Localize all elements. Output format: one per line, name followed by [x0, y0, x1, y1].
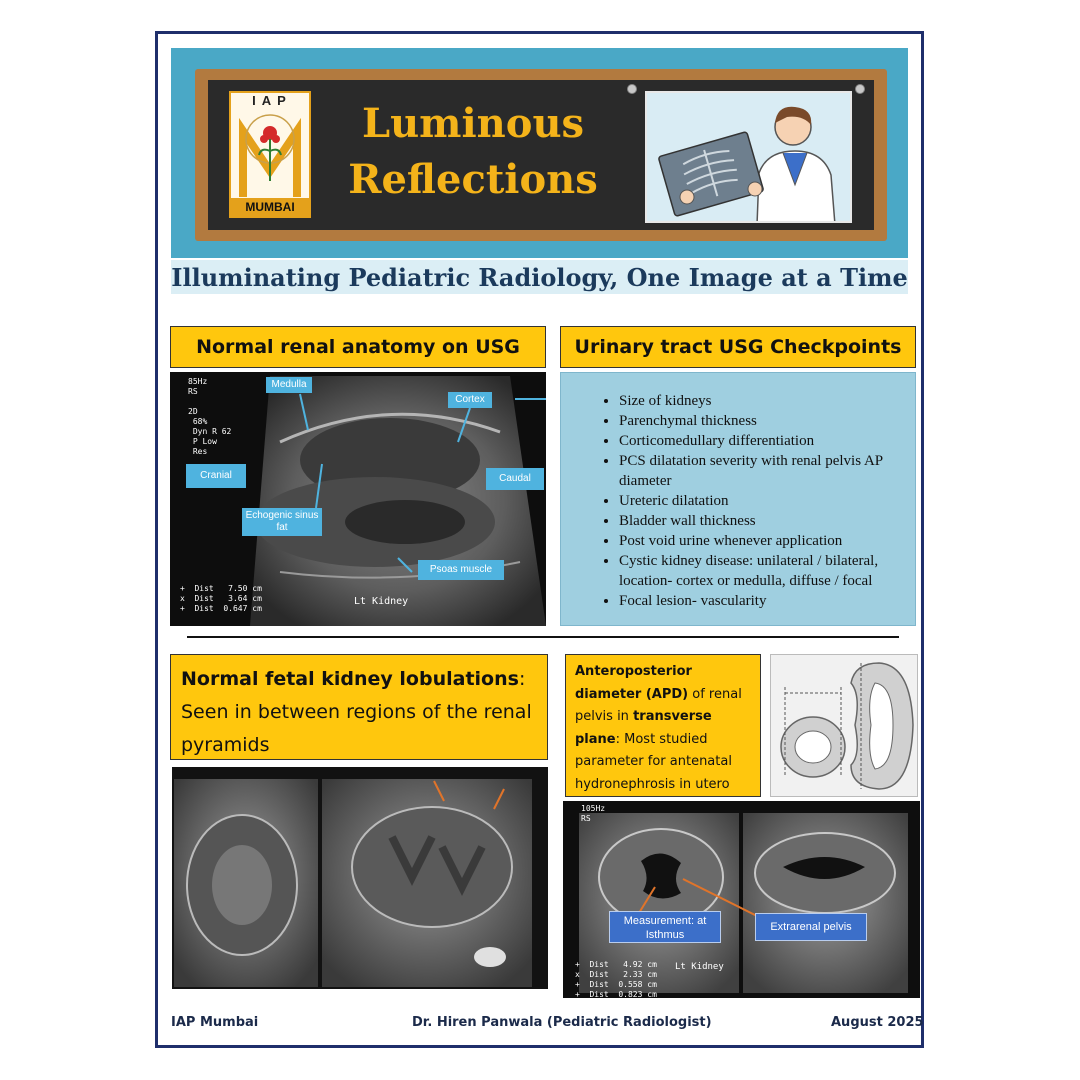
footer-author: Dr. Hiren Panwala (Pediatric Radiologist): [412, 1015, 712, 1030]
measurement-line: + Dist 7.50 cm: [180, 584, 262, 593]
banner-title: [318, 96, 628, 208]
list-item: • Post void urine whenever application: [619, 531, 905, 551]
kidney-diagram-icon: [771, 655, 919, 798]
apd-diagram: [770, 654, 918, 797]
kidney-label: Lt Kidney: [354, 596, 409, 607]
list-item: • Parenchymal thickness: [619, 411, 905, 431]
list-item: • Bladder wall thickness: [619, 511, 905, 531]
fetal-text-rest: : Seen in between regions of the renal pyramids: [181, 668, 532, 756]
apd-bold-2: transverse plane: [575, 709, 712, 747]
measurement-line: + Dist 0.823 cm: [575, 990, 657, 998]
logo-emblem-icon: [235, 111, 305, 199]
apd-bold-1: Anteroposterior diameter (APD): [575, 664, 692, 702]
caudal-label: Caudal: [486, 468, 544, 490]
setting-line: Dyn R 62: [188, 427, 232, 436]
setting-line: 2D: [188, 407, 198, 416]
extrarenal-label: Extrarenal pelvis: [755, 913, 867, 941]
scan-settings: [188, 377, 231, 457]
setting-line: Res: [188, 447, 208, 456]
measurement-line: + Dist 4.92 cm: [575, 960, 657, 969]
setting-line: 68%: [188, 417, 208, 426]
setting-line: P Low: [188, 437, 217, 446]
psoas-label: Psoas muscle: [418, 560, 504, 580]
setting-line: 85Hz: [188, 377, 208, 386]
apd-text-2: : Most studied parameter for antenatal hydronephrosis in utero: [575, 731, 732, 792]
logo-top-text: IAP: [252, 93, 292, 108]
isthmus-label: Measurement: at Isthmus: [609, 911, 721, 943]
list-item: • Size of kidneys: [619, 391, 905, 411]
measurements: [180, 584, 262, 614]
renal-anatomy-heading: Normal renal anatomy on USG: [170, 326, 546, 368]
measurement-line: x Dist 2.33 cm: [575, 970, 657, 979]
list-item: • Corticomedullary differentiation: [619, 431, 905, 451]
checkpoints-heading: Urinary tract USG Checkpoints: [560, 326, 916, 368]
medulla-label: Medulla: [266, 377, 312, 393]
measurement-line: + Dist 0.558 cm: [575, 980, 657, 989]
renal-ultrasound-image: [170, 372, 546, 626]
setting-line: RS: [188, 387, 198, 396]
footer-date: August 2025: [831, 1015, 924, 1030]
list-item: • Ureteric dilatation: [619, 491, 905, 511]
apd-description: [565, 654, 761, 797]
apd-text-1: of renal pelvis in: [575, 686, 742, 724]
measurement-line: + Dist 0.647 cm: [180, 604, 262, 613]
cranial-label: Cranial: [186, 464, 246, 488]
apd-kidney-label: Lt Kidney: [675, 962, 724, 972]
doctor-illustration: [645, 91, 852, 223]
list-item: • PCS dilatation severity with renal pelvis AP diameter: [619, 451, 905, 491]
fetal-text-bold: Normal fetal kidney lobulations: [181, 668, 519, 690]
section-divider: [187, 636, 899, 638]
checkpoints-list: [560, 372, 916, 626]
setting-line: RS: [581, 814, 591, 823]
footer-left: IAP Mumbai: [171, 1015, 259, 1030]
apd-measurements: [575, 960, 657, 998]
doctor-xray-icon: [647, 93, 852, 223]
title-line-2: Reflections: [348, 156, 598, 203]
pin-icon: [855, 84, 865, 94]
measurement-line: x Dist 3.64 cm: [180, 594, 262, 603]
cortex-label: Cortex: [448, 392, 492, 408]
setting-line: 105Hz: [581, 804, 606, 813]
iap-logo: [229, 91, 311, 218]
sinus-fat-label: Echogenic sinus fat: [242, 508, 322, 536]
list-item: • Focal lesion- vascularity: [619, 591, 905, 611]
subtitle: Illuminating Pediatric Radiology, One Image at a Time: [171, 263, 908, 292]
apd-scan-settings: [581, 804, 605, 824]
fetal-ultrasound-scan-icon: [172, 767, 548, 989]
apd-ultrasound-image: [563, 801, 920, 998]
fetal-lobulation-text: [170, 654, 548, 760]
pin-icon: [627, 84, 637, 94]
list-item: • Cystic kidney disease: unilateral / bilateral, location- cortex or medulla, diffuse / focal: [619, 551, 905, 591]
title-line-1: Luminous: [361, 100, 585, 147]
fetal-kidney-ultrasound: [172, 767, 548, 989]
logo-bottom-text: MUMBAI: [231, 198, 309, 216]
